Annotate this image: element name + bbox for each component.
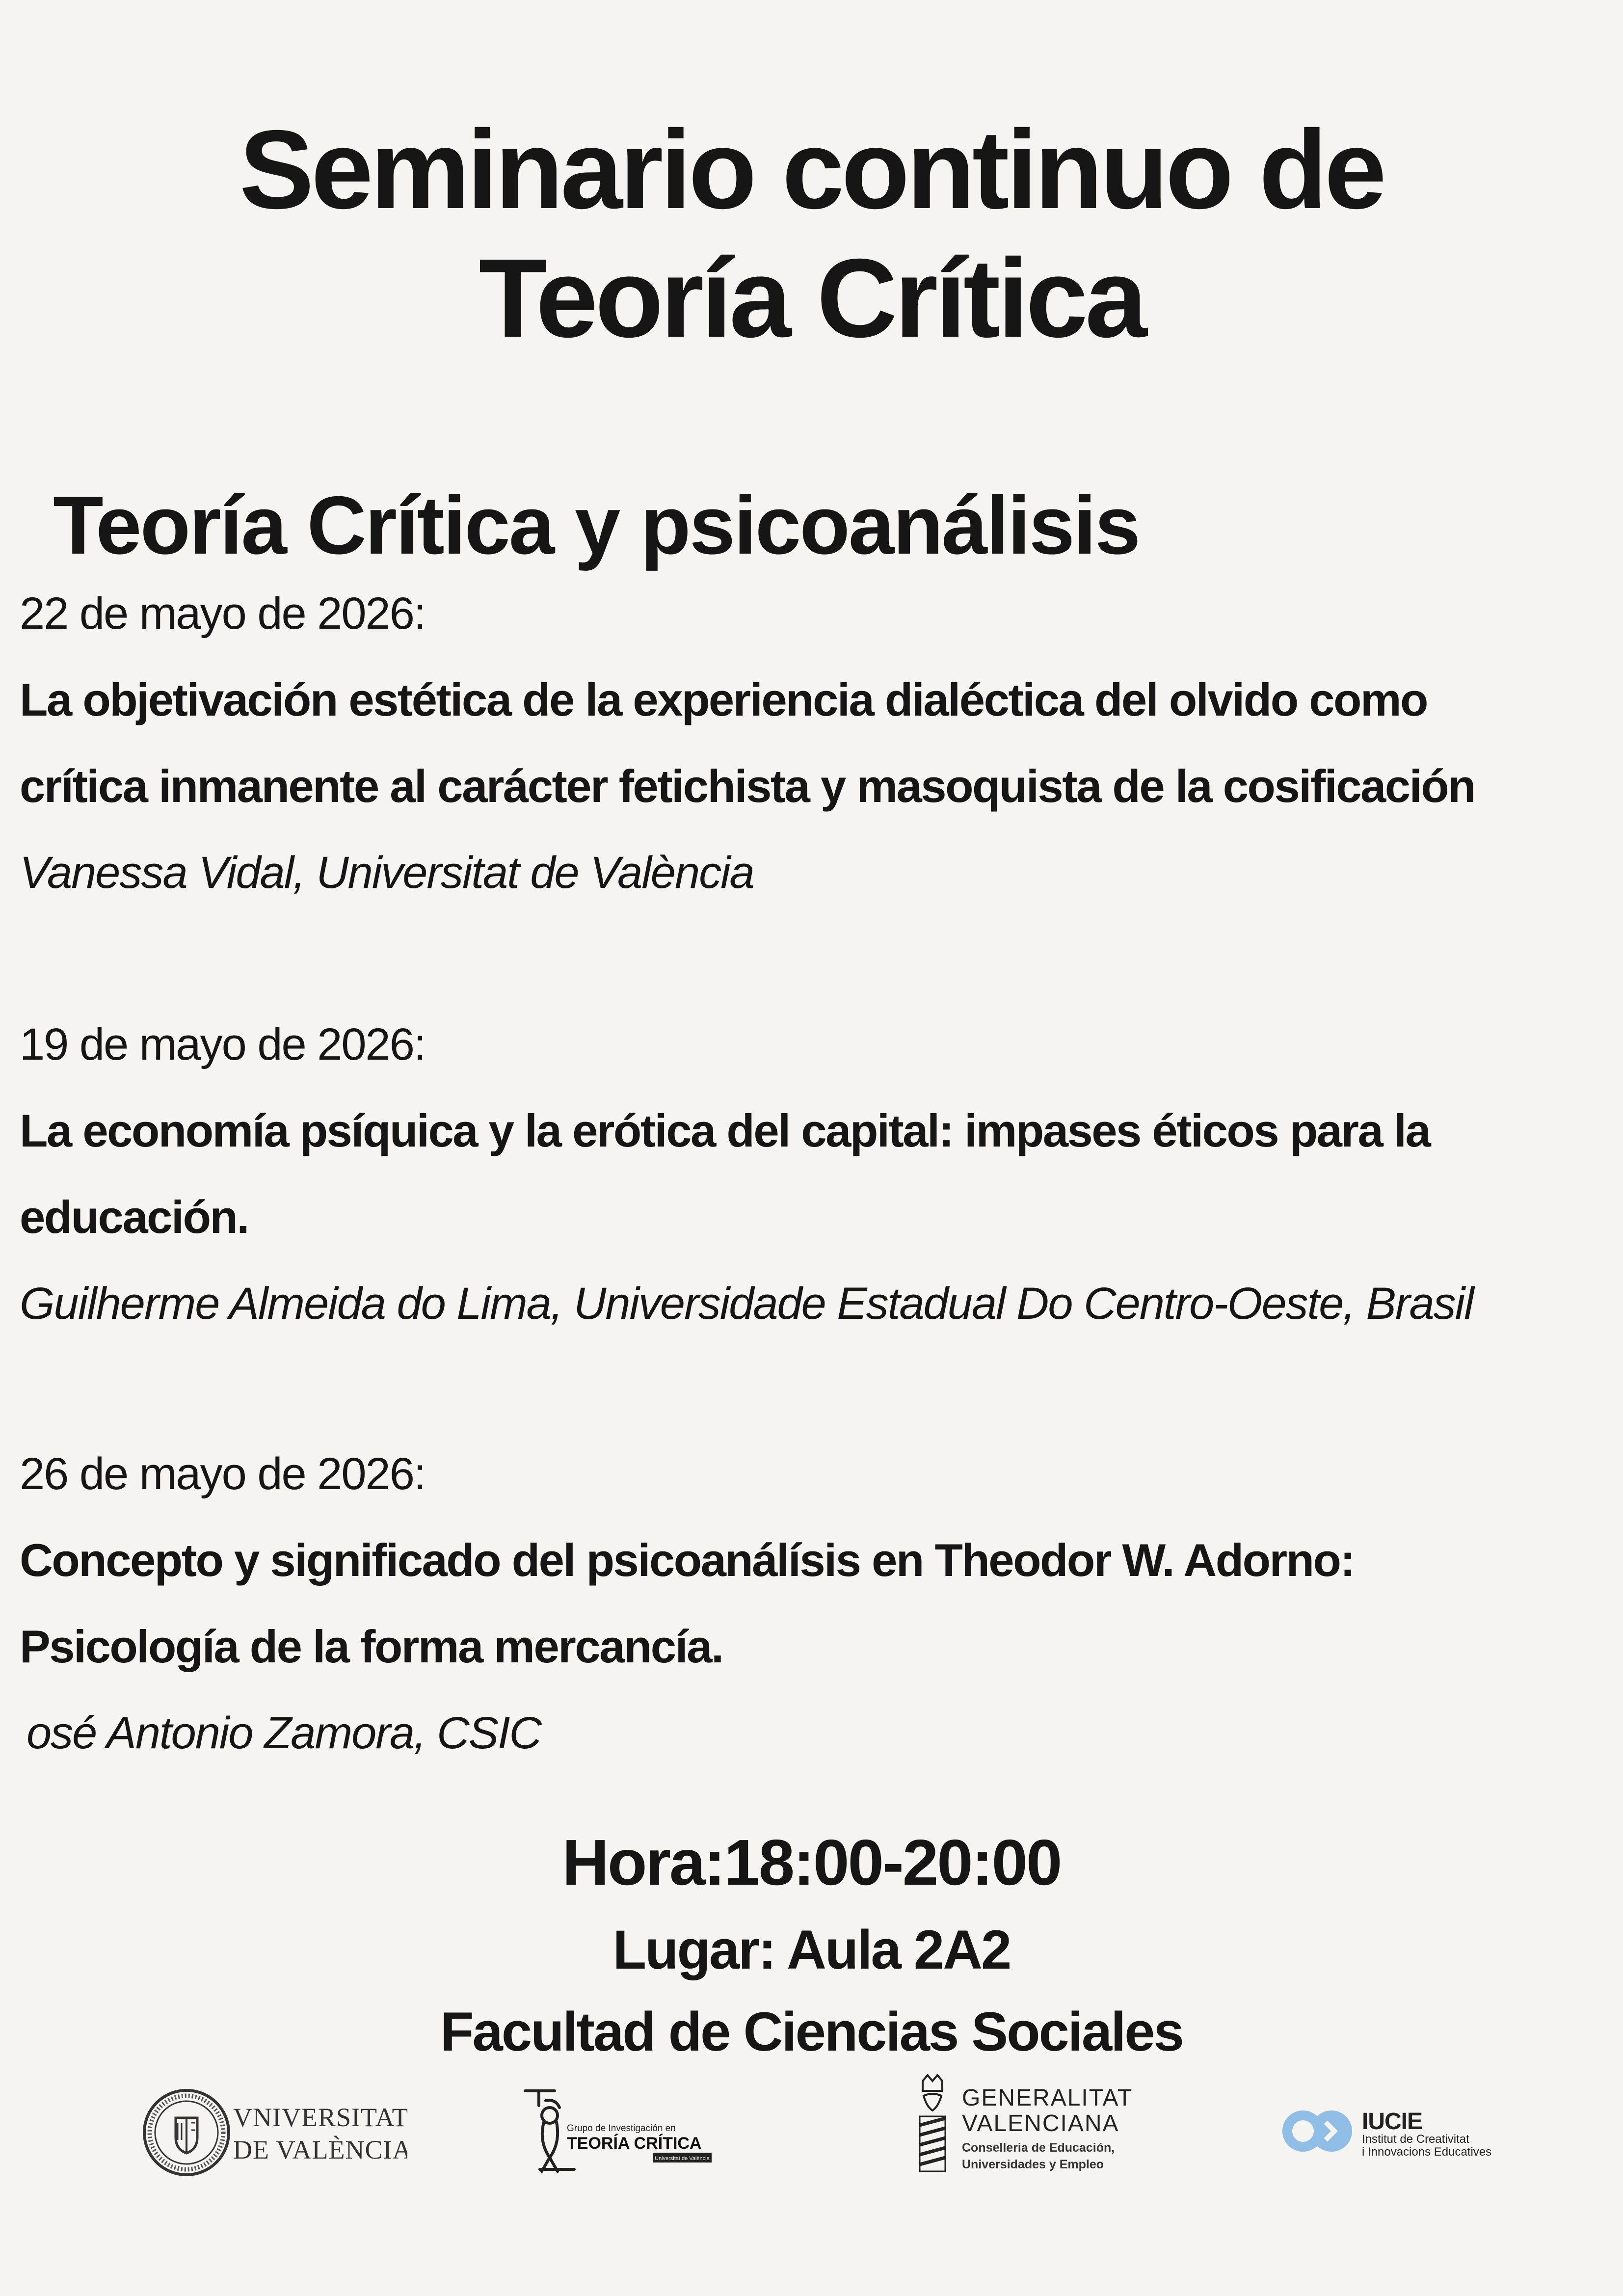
event-title-line-2: Teoría Crítica bbox=[479, 236, 1144, 361]
session-date: 22 de mayo de 2026: bbox=[20, 588, 426, 639]
gva-logo bbox=[913, 2071, 1148, 2189]
uv-logo bbox=[133, 2071, 407, 2189]
gva-name-line-2: VALENCIANA bbox=[962, 2110, 1119, 2136]
sponsor-logos bbox=[0, 2071, 1623, 2189]
session-1 bbox=[20, 570, 1610, 916]
time-info: Hora:18:00-20:00 bbox=[562, 1826, 1061, 1898]
talk-title-line: Psicología de la forma mercancía. bbox=[20, 1621, 723, 1672]
teoria-group-name: TEORÍA CRÍTICA bbox=[567, 2134, 702, 2153]
talk-title-line: Concepto y significado del psicoanálísis en Theodor W. Adorno: bbox=[20, 1534, 1355, 1586]
iucie-name-line-2: i Innovacions Educatives bbox=[1362, 2145, 1492, 2159]
iucie-logo bbox=[1278, 2071, 1509, 2189]
talk-title-line: La objetivación estética de la experiencia dialéctica del olvido como bbox=[20, 674, 1427, 725]
gva-department-line-2: Universidades y Empleo bbox=[962, 2158, 1104, 2171]
speaker: osé Antonio Zamora, CSIC bbox=[27, 1708, 541, 1758]
event-title bbox=[0, 106, 1623, 363]
talk-title-line: educación. bbox=[20, 1191, 249, 1243]
iucie-name-line-1: Institut de Creativitat bbox=[1362, 2133, 1469, 2146]
session-2 bbox=[20, 1001, 1610, 1347]
faculty-info: Facultad de Ciencias Sociales bbox=[440, 2001, 1183, 2062]
session-date: 26 de mayo de 2026: bbox=[20, 1449, 426, 1499]
gva-name-line-1: GENERALITAT bbox=[962, 2085, 1133, 2111]
talk-title-line: La economía psíquica y la erótica del capital: impases éticos para la bbox=[20, 1105, 1430, 1156]
talk-title-line: crítica inmanente al carácter fetichista y masoquista de la cosificación bbox=[20, 760, 1475, 812]
iucie-cloud-icon bbox=[1282, 2110, 1352, 2152]
session-date: 19 de mayo de 2026: bbox=[20, 1019, 426, 1069]
teoria-group-label: Grupo de Investigación en bbox=[567, 2123, 676, 2134]
session-topic: Teoría Crítica y psicoanálisis bbox=[53, 479, 1140, 571]
teoria-group-university: Universitat de València bbox=[655, 2156, 710, 2162]
gva-emblem-icon bbox=[920, 2075, 945, 2171]
uv-seal-icon bbox=[144, 2090, 229, 2175]
iucie-acronym: IUCIE bbox=[1362, 2109, 1423, 2135]
uv-name-line-2: DE VALÈNCIA bbox=[233, 2135, 407, 2164]
speaker: Guilherme Almeida do Lima, Universidade Estadual Do Centro-Oeste, Brasil bbox=[20, 1279, 1473, 1329]
gva-department-line-1: Conselleria de Educación, bbox=[962, 2141, 1115, 2155]
speaker: Vanessa Vidal, Universitat de València bbox=[20, 848, 754, 898]
location-info: Lugar: Aula 2A2 bbox=[612, 1919, 1011, 1980]
session-3 bbox=[20, 1431, 1610, 1776]
teoria-critica-logo bbox=[520, 2071, 726, 2189]
uv-name-line-1: VNIVERSITAT bbox=[233, 2103, 407, 2132]
event-title-line-1: Seminario continuo de bbox=[239, 107, 1384, 232]
